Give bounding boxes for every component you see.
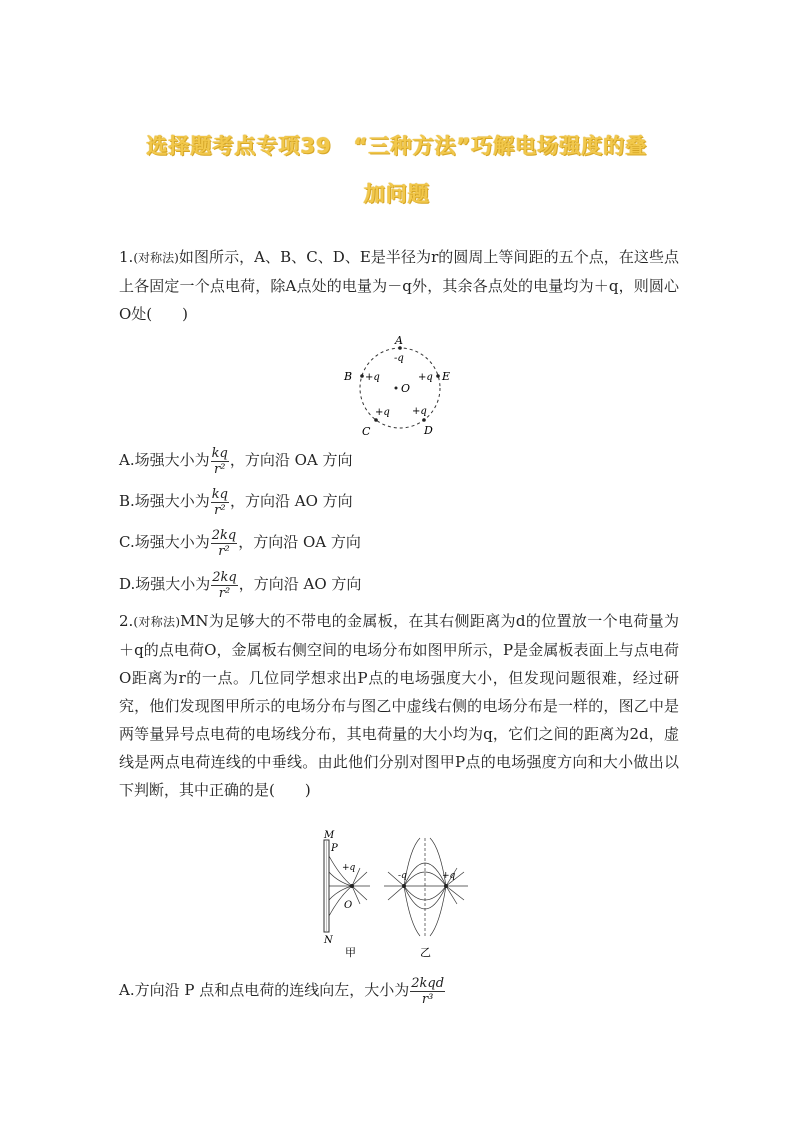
charge-o [350, 884, 354, 888]
option-direction: ，方向沿 AO 方向 [238, 575, 362, 593]
label-charge-b: +q [365, 372, 380, 383]
label-charge-pos: +q [442, 871, 456, 881]
fraction [211, 571, 237, 600]
label-charge-c: +q [375, 407, 390, 418]
label-charge-neg: -q [398, 871, 407, 881]
fraction [211, 447, 229, 476]
label-o: O [401, 382, 411, 395]
fraction-denominator: r² [218, 543, 230, 559]
fraction-denominator: r² [218, 585, 231, 601]
question-1-stem [119, 243, 679, 328]
option-text: A.场强大小为 [119, 451, 210, 469]
label-c: C [362, 425, 371, 438]
fraction-numerator: kq [211, 445, 228, 461]
point-c [374, 418, 378, 422]
point-b [360, 374, 364, 378]
fraction-numerator: 2kq [212, 569, 237, 585]
label-o: O [344, 900, 353, 911]
option-direction: ，方向沿 OA 方向 [238, 533, 361, 551]
fraction [211, 488, 229, 517]
point-e [436, 374, 440, 378]
label-n: N [324, 935, 333, 946]
label-b: B [344, 370, 353, 383]
charge-negative [402, 884, 406, 888]
question-tag: (对称法) [133, 615, 181, 629]
option-text: A.方向沿 P 点和点电荷的连线向左，大小为 [119, 981, 410, 999]
q1-option-a[interactable] [119, 440, 352, 480]
label-charge-d: +q [412, 406, 427, 417]
label-charge-o: +q [342, 863, 356, 873]
caption-yi: 乙 [420, 946, 431, 959]
circle-charges-figure [330, 330, 470, 440]
page-title-line-2: 加问题 [364, 182, 430, 206]
option-text: C.场强大小为 [119, 533, 210, 551]
q1-option-b[interactable] [119, 481, 353, 521]
fraction-denominator: r² [213, 461, 226, 477]
question-text: 如图所示，A、B、C、D、E是半径为r的圆周上等间距的五个点，在这些点上各固定一个点电荷，除A点处的电量为－q外，其余各点处的电量均为＋q，则圆心O处( ) [119, 248, 679, 323]
label-e: E [442, 370, 451, 383]
fraction-numerator: 2kq [211, 527, 237, 543]
caption-jia: 甲 [345, 946, 356, 959]
fraction [211, 529, 237, 558]
point-d [422, 418, 426, 422]
q1-option-c[interactable] [119, 522, 361, 562]
label-a: A [395, 334, 403, 347]
label-d: D [424, 424, 433, 437]
q1-option-d[interactable] [119, 564, 361, 604]
label-charge-e: +q [418, 372, 433, 383]
point-o [395, 387, 398, 390]
option-text: B.场强大小为 [119, 492, 210, 510]
page-title-line-1: 选择题考点专项39 “三种方法”巧解电场强度的叠 [146, 134, 648, 158]
question-text: MN为足够大的不带电的金属板，在其右侧距离为d的位置放一个电荷量为＋q的点电荷O，金属板右侧空间的电场分布如图甲所示，P是金属板表面上与点电荷O距离为r的一点。几位同学想求出P点的电场强度大小，但发现问题很难，经过研究，他们发现图甲所示的电场分布与图乙中虚线右侧的电场分布是一样的，图乙中是两等量异号点电荷的电场线分布，其电荷量的大小均为q，它们之间的距离为2d，虚线是两点电荷连线的中垂线。由此他们分别对图甲P点的电场强度方向和大小做出以下判断，其中正确的是( ) [119, 612, 679, 799]
fraction-denominator: r³ [421, 991, 434, 1007]
label-charge-a: -q [394, 353, 404, 364]
question-number: 1. [119, 248, 134, 266]
q2-option-a[interactable] [119, 970, 446, 1010]
label-m: M [324, 830, 335, 841]
option-direction: ，方向沿 AO 方向 [230, 492, 353, 510]
fraction [410, 977, 445, 1006]
question-tag: (对称法) [133, 251, 179, 265]
label-p: P [331, 843, 338, 854]
fraction-numerator: kq [211, 486, 228, 502]
option-direction: ，方向沿 OA 方向 [229, 451, 353, 469]
charge-positive [444, 884, 448, 888]
question-number: 2. [119, 612, 134, 630]
question-2-stem [119, 607, 679, 804]
field-lines-figure [312, 828, 482, 963]
fraction-numerator: 2kqd [411, 975, 445, 991]
option-text: D.场强大小为 [119, 575, 211, 593]
fraction-denominator: r² [214, 502, 226, 518]
